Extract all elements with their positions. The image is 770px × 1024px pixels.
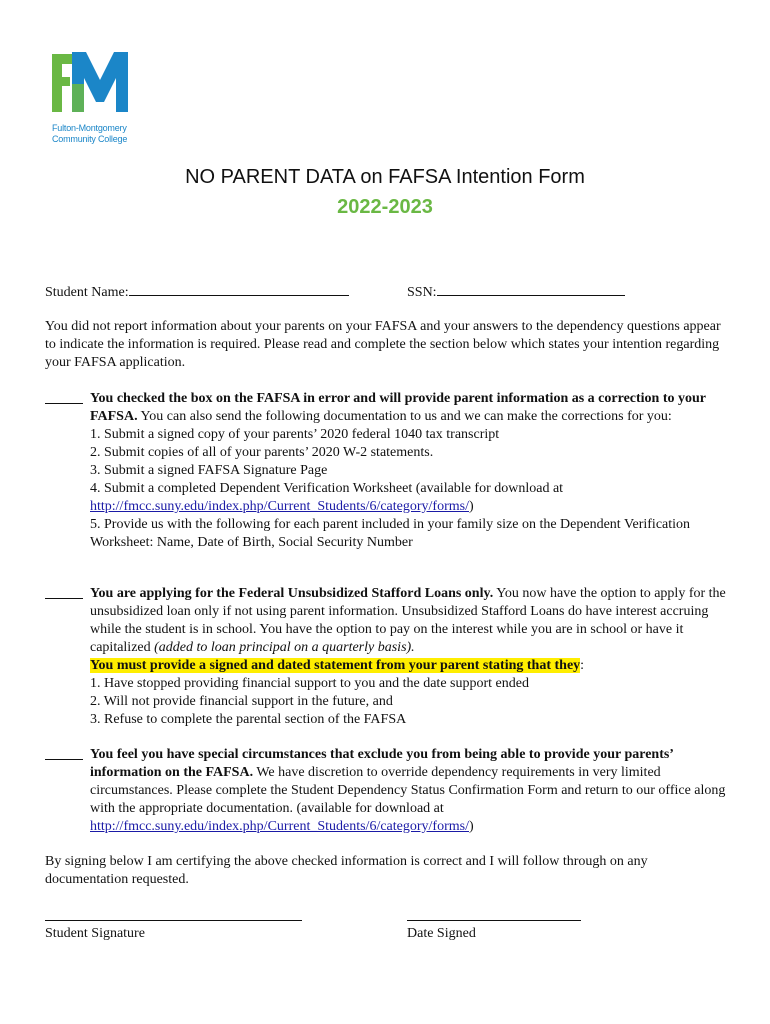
option-unsubsidized-heading: You are applying for the Federal Unsubsidized Stafford Loans only. <box>90 586 494 601</box>
college-name <box>52 123 127 145</box>
option-correction-text: You can also send the following documentation to us and we can make the corrections for you: <box>137 409 672 424</box>
option-correction-item-5: 5. Provide us with the following for each parent included in your family size on the Dependent Verification Worksheet: Name, Date of Birth, Social Security Number <box>90 517 691 550</box>
parent-statement-highlight: You must provide a signed and dated statement from your parent stating that they <box>90 658 581 673</box>
option-unsubsidized-checkbox-line[interactable] <box>45 585 83 599</box>
option-unsubsidized-item-1: 1. Have stopped providing financial support to you and the date support ended <box>90 676 529 691</box>
intro-paragraph: You did not report information about your parents on your FAFSA and your answers to the dependency questions appear to indicate the information is required. Please read and complete the section below which states your intention regarding your FAFSA application. <box>45 319 721 370</box>
ssn-label: SSN: <box>407 285 437 300</box>
option-unsubsidized-italic: (added to loan principal on a quarterly basis). <box>154 640 415 655</box>
certification-statement: By signing below I am certifying the above checked information is correct and I will follow through on any documentation requested. <box>45 854 648 887</box>
option-special-checkbox-line[interactable] <box>45 746 83 760</box>
ssn-line[interactable] <box>437 283 625 296</box>
student-signature-line[interactable] <box>45 919 302 921</box>
option-correction-item-3: 3. Submit a signed FAFSA Signature Page <box>90 463 328 478</box>
forms-link-2-close: ) <box>468 819 474 834</box>
option-unsubsidized-item-2: 2. Will not provide financial support in the future, and <box>90 694 393 709</box>
option-unsubsidized-item-3: 3. Refuse to complete the parental section of the FAFSA <box>90 712 407 727</box>
option-correction <box>45 390 735 552</box>
student-signature-label: Student Signature <box>45 926 145 941</box>
highlight-colon: : <box>580 658 585 673</box>
option-correction-item-4: 4. Submit a completed Dependent Verification Worksheet (available for download at <box>90 481 564 496</box>
student-name-line[interactable] <box>129 283 349 296</box>
forms-link-1-close: ) <box>468 499 474 514</box>
date-signed-line[interactable] <box>407 919 581 921</box>
form-year: 2022-2023 <box>337 196 433 218</box>
option-correction-item-1: 1. Submit a signed copy of your parents’ 2020 federal 1040 tax transcript <box>90 427 500 442</box>
option-special-heading: You feel you have special circumstances that exclude you from being able to provide your parents’ information on the FAFSA. <box>90 747 673 780</box>
forms-link-2[interactable]: http://fmcc.suny.edu/index.php/Current_Students/6/category/forms/ <box>90 819 469 834</box>
college-name-line1: Fulton-Montgomery <box>52 123 127 133</box>
student-name-field[interactable] <box>45 283 349 302</box>
option-correction-item-2: 2. Submit copies of all of your parents’ 2020 W-2 statements. <box>90 445 434 460</box>
option-unsubsidized <box>45 585 735 729</box>
date-signed-label: Date Signed <box>407 926 476 941</box>
option-unsubsidized-text: You now have the option to apply for the unsubsidized loan only if not using parent information. Unsubsidized Stafford Loans do have interest accruing while the student is in school. You have the option to pay on the interest while you are in school or have it capitalized <box>90 586 726 655</box>
college-name-line2: Community College <box>52 134 128 144</box>
option-correction-heading: You checked the box on the FAFSA in error and will provide parent information as a correction to your FAFSA. <box>90 391 706 424</box>
ssn-field[interactable] <box>407 283 625 302</box>
fmcc-logo <box>52 50 132 114</box>
form-title: NO PARENT DATA on FAFSA Intention Form <box>185 166 585 188</box>
option-special-circumstances <box>45 746 735 836</box>
option-special-text: We have discretion to override dependency requirements in very limited circumstances. Please complete the Student Dependency Status Confirmation Form and return to our office along with the appropriate documentation. (available for download at <box>90 765 726 816</box>
forms-link-1[interactable]: http://fmcc.suny.edu/index.php/Current_Students/6/category/forms/ <box>90 499 469 514</box>
student-name-label: Student Name: <box>45 285 129 300</box>
option-correction-checkbox-line[interactable] <box>45 390 83 404</box>
